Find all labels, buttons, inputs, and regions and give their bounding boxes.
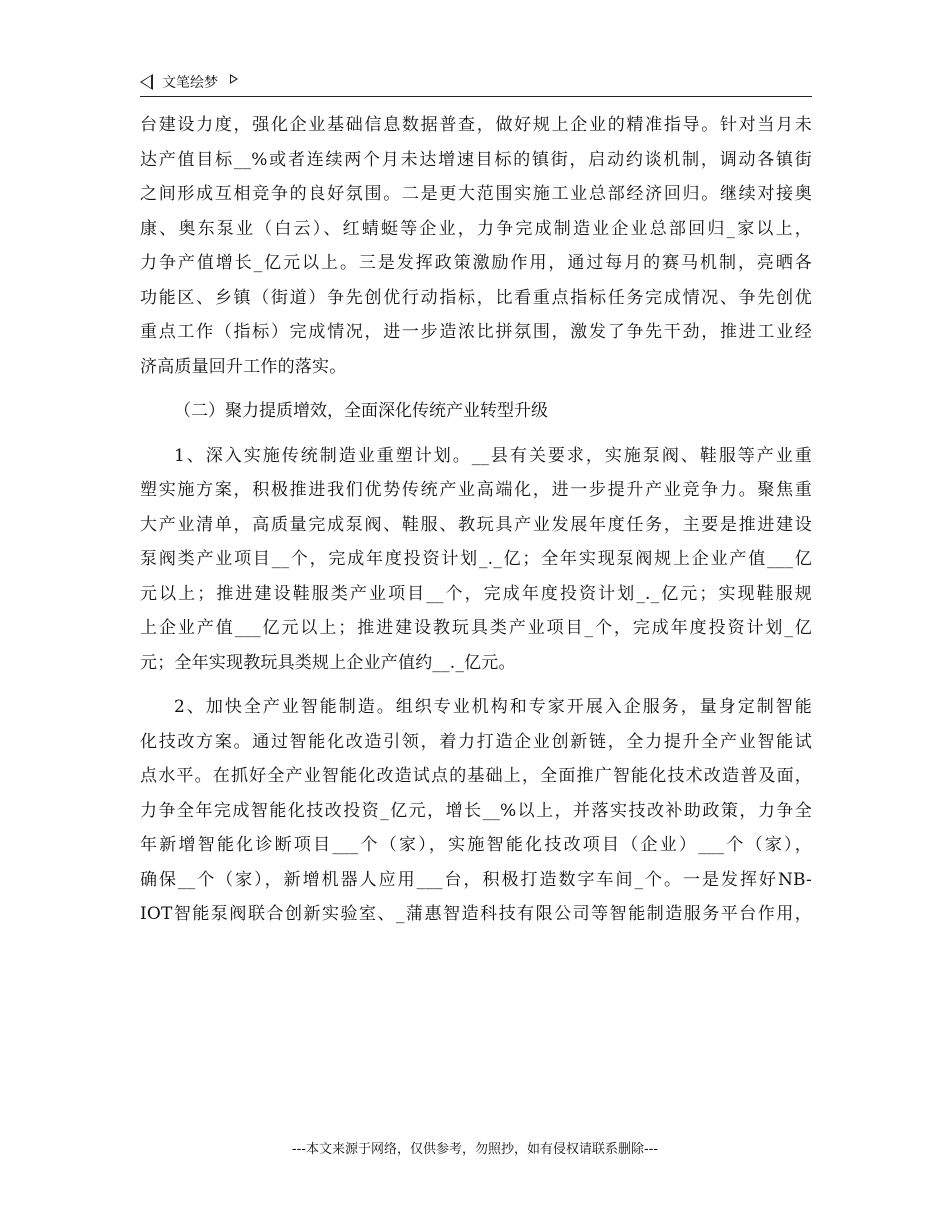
text-line: 上企业产值___亿元以上；推进建设教玩具类产业项目_个，完成年度投资计划_亿	[140, 618, 812, 638]
text-line: IOT智能泵阀联合创新实验室、_蒲惠智造科技有限公司等智能制造服务平台作用，	[140, 904, 812, 924]
text-line: 点水平。在抓好全产业智能化改造试点的基础上，全面推广智能化技术改造普及面，	[140, 766, 812, 786]
text-line: 大产业清单，高质量完成泵阀、鞋服、教玩具产业发展年度任务，主要是推进建设	[140, 514, 812, 535]
triangle-left-icon	[140, 74, 153, 90]
text-line: 化技改方案。通过智能化改造引领，着力打造企业创新链，全力提升全产业智能试	[140, 731, 812, 752]
text-line: 力争全年完成智能化技改投资_亿元，增长__%以上，并落实技改补助政策，力争全	[140, 800, 812, 821]
text-line: 之间形成互相竞争的良好氛围。二是更大范围实施工业总部经济回归。继续对接奥	[140, 184, 812, 204]
text-line: 确保__个（家），新增机器人应用___台，积极打造数字车间_个。一是发挥好NB-	[140, 869, 812, 890]
paragraph	[140, 439, 812, 681]
text-line: 塑实施方案，积极推进我们优势传统产业高端化，进一步提升产业竞争力。聚焦重	[140, 480, 812, 500]
text-line: 功能区、乡镇（街道）争先创优行动指标，比看重点指标任务完成情况、争先创优	[140, 287, 812, 308]
text-line: 元；全年实现教玩具类规上企业产值约__._亿元。	[140, 652, 516, 673]
text-line: 年新增智能化诊断项目___个（家），实施智能化技改项目（企业）___个（家），	[140, 835, 812, 855]
paragraph	[140, 108, 812, 384]
page-footer: ---本文来源于网络，仅供参考，勿照抄，如有侵权请联系删除---	[291, 1142, 659, 1157]
triangle-right-icon	[230, 74, 238, 84]
text-line: 康、奥东泵业（白云）、红蜻蜓等企业，力争完成制造业企业总部回归_家以上，	[140, 218, 812, 239]
section-heading: （二）聚力提质增效，全面深化传统产业转型升级	[174, 401, 548, 421]
paragraph	[140, 690, 812, 932]
document-body	[140, 108, 812, 932]
text-line: 济高质量回升工作的落实。	[140, 356, 347, 377]
header-brand: 文笔绘梦	[162, 75, 218, 91]
text-line: 泵阀类产业项目__个，完成年度投资计划_._亿；全年实现泵阀规上企业产值___亿	[140, 549, 812, 569]
text-line: 元以上；推进建设鞋服类产业项目__个，完成年度投资计划_._亿元；实现鞋服规	[140, 583, 812, 604]
text-line: 达产值目标__%或者连续两个月未达增速目标的镇街，启动约谈机制，调动各镇街	[140, 149, 812, 170]
text-line: 力争产值增长_亿元以上。三是发挥政策激励作用，通过每月的赛马机制，亮晒各	[140, 253, 812, 273]
text-line: 重点工作（指标）完成情况，进一步造浓比拼氛围，激发了争先干劲，推进工业经	[140, 322, 812, 342]
text-line: 2、加快全产业智能制造。组织专业机构和专家开展入企服务，量身定制智能	[174, 697, 812, 717]
text-line: 台建设力度，强化企业基础信息数据普查，做好规上企业的精准指导。针对当月未	[140, 115, 812, 135]
page-header	[140, 72, 812, 97]
text-line: 1、深入实施传统制造业重塑计划。__县有关要求，实施泵阀、鞋服等产业重	[174, 445, 812, 466]
